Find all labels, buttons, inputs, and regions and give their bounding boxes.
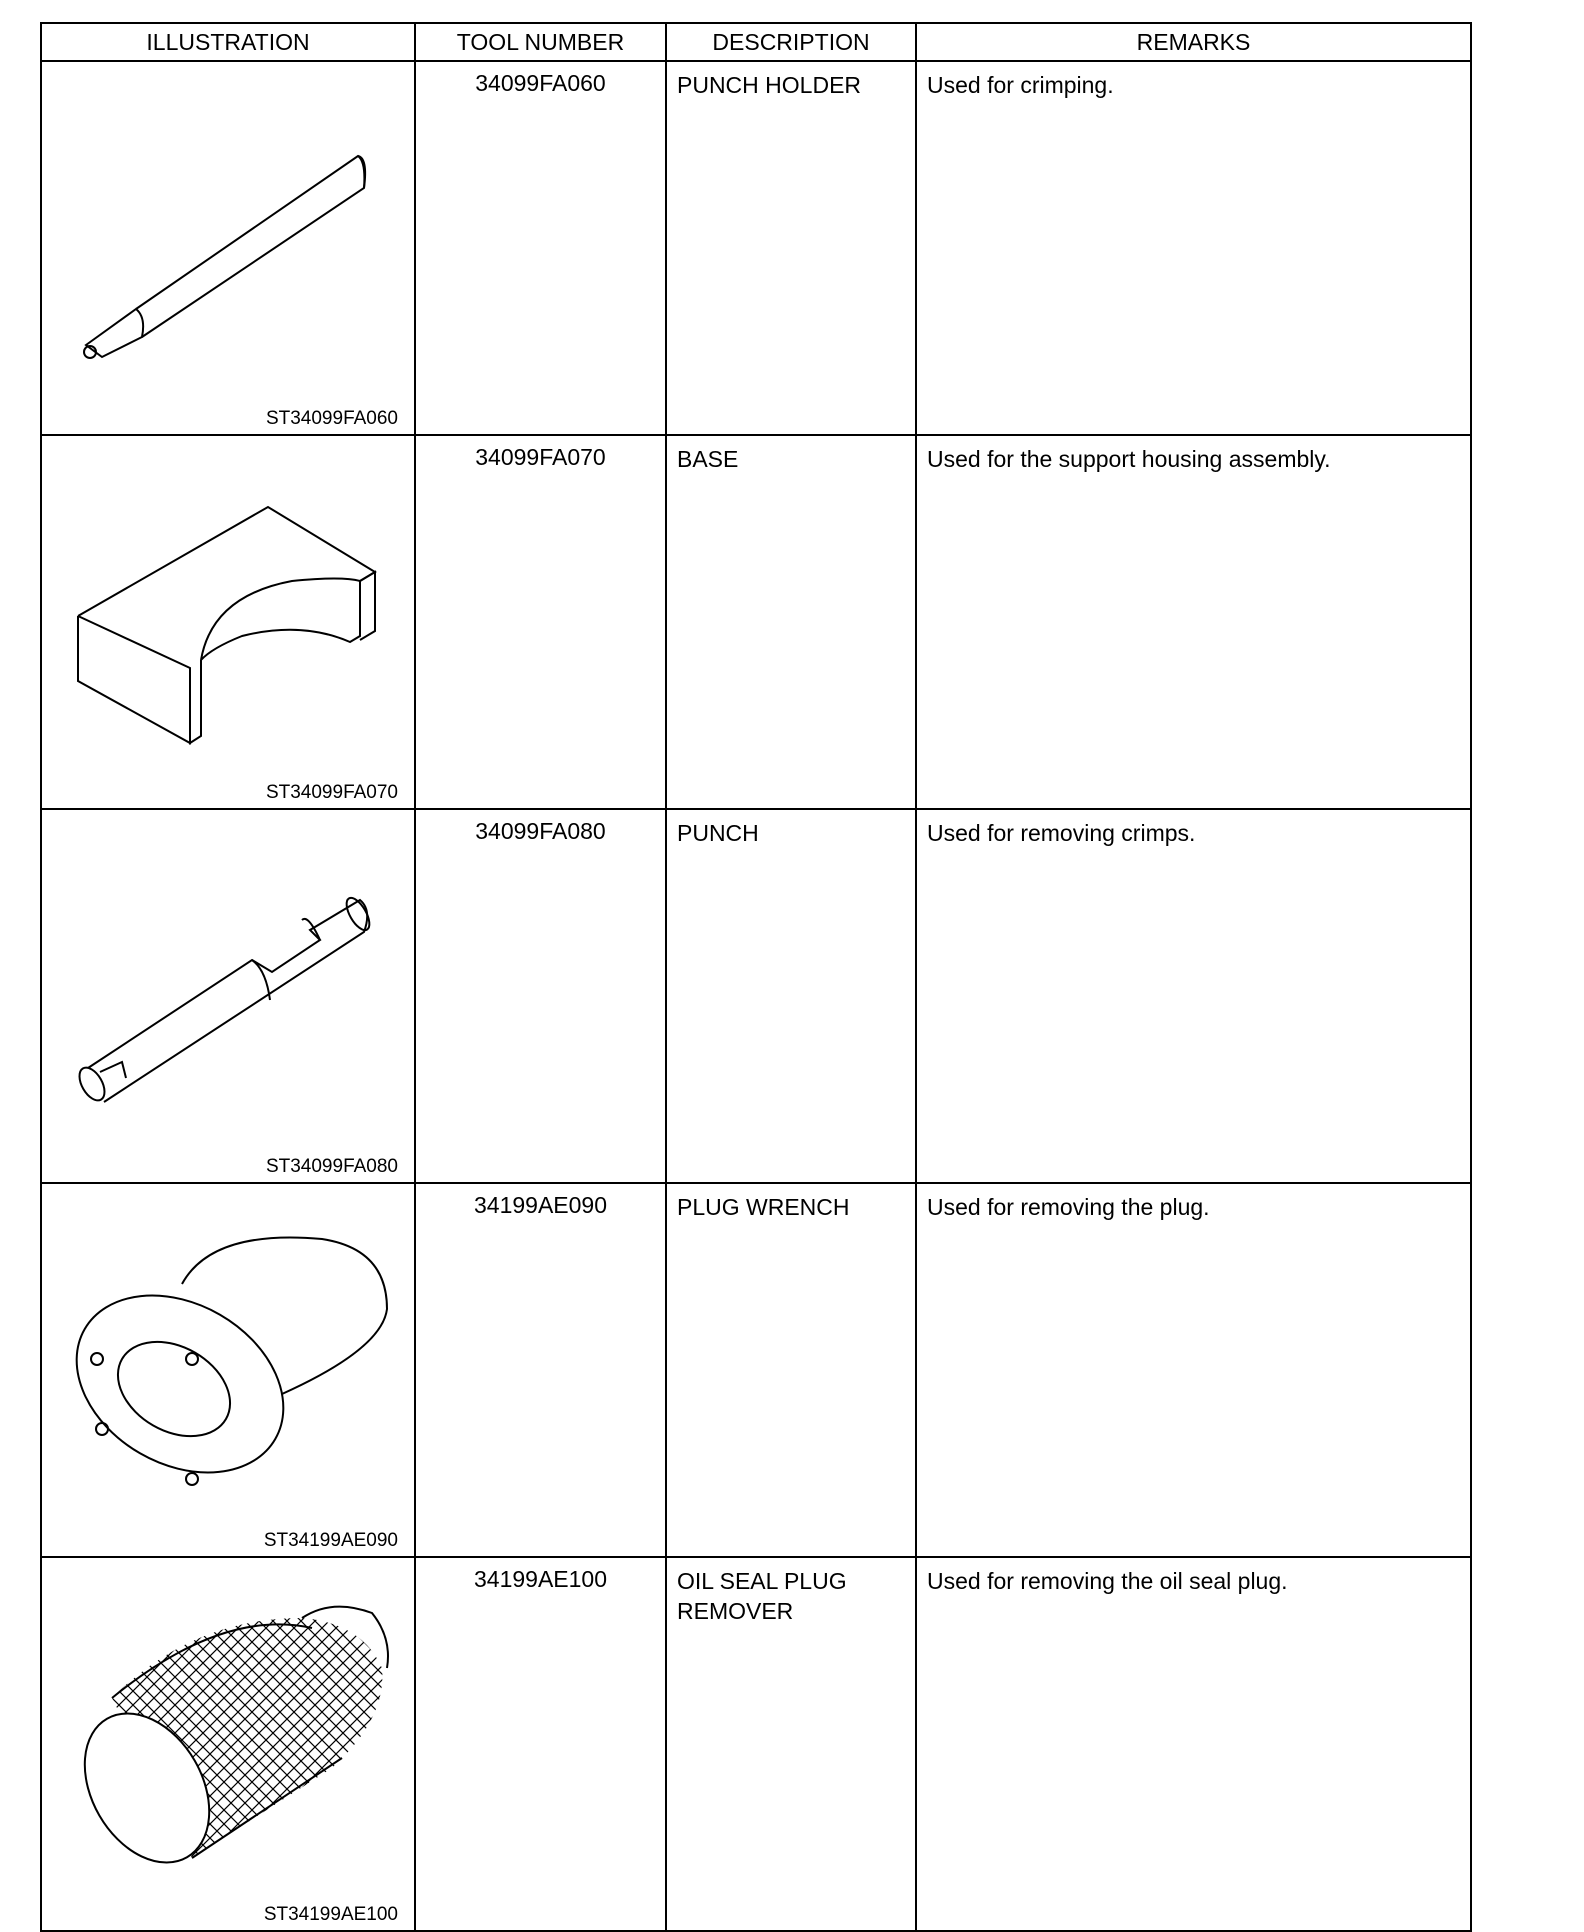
- illustration-cell: [41, 809, 415, 1183]
- illustration-code: ST34099FA060: [265, 408, 398, 429]
- remarks: Used for crimping.: [916, 61, 1471, 435]
- description: PLUG WRENCH: [666, 1183, 916, 1557]
- header-row: [41, 23, 1471, 61]
- table-row: [41, 1557, 1471, 1931]
- remarks: Used for removing crimps.: [916, 809, 1471, 1183]
- table-row: [41, 435, 1471, 809]
- remarks: Used for removing the oil seal plug.: [916, 1557, 1471, 1931]
- illustration-code: ST34099FA080: [265, 1156, 398, 1177]
- header-remarks: REMARKS: [916, 23, 1471, 61]
- oil-seal-plug-remover-illustration: [42, 1558, 416, 1922]
- header-illustration: ILLUSTRATION: [41, 23, 415, 61]
- illustration-code: ST34199AE090: [263, 1530, 398, 1551]
- illustration-cell: [41, 1183, 415, 1557]
- header-tool-number: TOOL NUMBER: [415, 23, 666, 61]
- description: OIL SEAL PLUG REMOVER: [666, 1557, 916, 1931]
- special-tools-table: [40, 22, 1472, 1932]
- punch-illustration: [42, 810, 416, 1174]
- remarks: Used for removing the plug.: [916, 1183, 1471, 1557]
- tool-number: 34199AE100: [415, 1557, 666, 1931]
- tool-number: 34099FA070: [415, 435, 666, 809]
- header-description: DESCRIPTION: [666, 23, 916, 61]
- tool-number: 34099FA080: [415, 809, 666, 1183]
- base-illustration: [42, 436, 416, 800]
- illustration-code: ST34099FA070: [265, 782, 398, 803]
- table-row: [41, 809, 1471, 1183]
- illustration-code: ST34199AE100: [263, 1904, 398, 1925]
- description: PUNCH HOLDER: [666, 61, 916, 435]
- plug-wrench-illustration: [42, 1184, 416, 1548]
- tool-number: 34099FA060: [415, 61, 666, 435]
- table-row: [41, 1183, 1471, 1557]
- illustration-cell: [41, 1557, 415, 1931]
- remarks: Used for the support housing assembly.: [916, 435, 1471, 809]
- tool-number: 34199AE090: [415, 1183, 666, 1557]
- illustration-cell: [41, 61, 415, 435]
- description: BASE: [666, 435, 916, 809]
- description: PUNCH: [666, 809, 916, 1183]
- punch-holder-illustration: [42, 62, 416, 426]
- table-row: [41, 61, 1471, 435]
- illustration-cell: [41, 435, 415, 809]
